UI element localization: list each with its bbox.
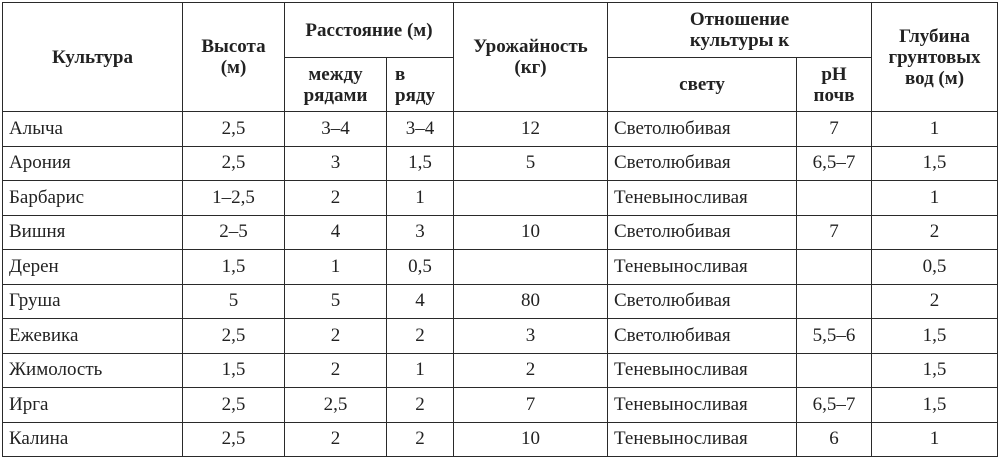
cell-culture: Алыча [3, 112, 183, 147]
table-row [3, 215, 998, 250]
cell-between-rows: 1 [285, 250, 387, 285]
cell-groundwater: 2 [872, 215, 998, 250]
cell-in-row: 3 [387, 215, 454, 250]
table-row [3, 388, 998, 423]
header-groundwater-label: Глубина грунтовых вод (м) [888, 25, 981, 89]
cell-between-rows: 3–4 [285, 112, 387, 147]
cell-yield: 5 [454, 146, 608, 181]
header-culture: Культура [3, 3, 183, 112]
cell-in-row: 4 [387, 284, 454, 319]
cell-groundwater: 1 [872, 112, 998, 147]
header-attitude [608, 3, 872, 58]
cell-culture: Груша [3, 284, 183, 319]
cell-groundwater: 0,5 [872, 250, 998, 285]
cell-yield: 7 [454, 388, 608, 423]
cell-light: Теневыносливая [608, 422, 797, 457]
cell-culture: Вишня [3, 215, 183, 250]
cell-height: 5 [183, 284, 285, 319]
cell-between-rows: 2 [285, 353, 387, 388]
cell-light: Светолюбивая [608, 146, 797, 181]
cell-light: Теневыносливая [608, 250, 797, 285]
cell-yield [454, 250, 608, 285]
cell-yield [454, 181, 608, 216]
cell-ph [797, 181, 872, 216]
cell-between-rows: 2 [285, 181, 387, 216]
table-row [3, 181, 998, 216]
header-between-rows-label: между рядами [303, 63, 368, 106]
cell-light: Светолюбивая [608, 284, 797, 319]
cell-culture: Арония [3, 146, 183, 181]
cell-height: 2,5 [183, 388, 285, 423]
table-row [3, 112, 998, 147]
cell-ph: 7 [797, 215, 872, 250]
cell-in-row: 2 [387, 319, 454, 354]
cell-groundwater: 1,5 [872, 146, 998, 181]
cell-yield: 80 [454, 284, 608, 319]
cell-groundwater: 2 [872, 284, 998, 319]
cell-culture: Жимолость [3, 353, 183, 388]
cell-height: 1,5 [183, 353, 285, 388]
cell-between-rows: 3 [285, 146, 387, 181]
cell-ph: 5,5–6 [797, 319, 872, 354]
header-height-label: Высота (м) [201, 36, 266, 78]
cell-light: Светолюбивая [608, 215, 797, 250]
cell-height: 1–2,5 [183, 181, 285, 216]
header-ph-label: pH почв [813, 63, 855, 106]
table-row [3, 250, 998, 285]
table-row [3, 319, 998, 354]
table-row [3, 284, 998, 319]
header-attitude-label: Отношение культуры к [689, 9, 790, 51]
cell-groundwater: 1,5 [872, 388, 998, 423]
cell-in-row: 1,5 [387, 146, 454, 181]
cell-yield: 10 [454, 215, 608, 250]
cell-yield: 2 [454, 353, 608, 388]
cell-in-row: 1 [387, 181, 454, 216]
cell-between-rows: 2 [285, 319, 387, 354]
header-between-rows [285, 58, 387, 112]
table-row [3, 353, 998, 388]
table-row [3, 146, 998, 181]
table-row [3, 422, 998, 457]
cell-in-row: 1 [387, 353, 454, 388]
cell-culture: Барбарис [3, 181, 183, 216]
cell-height: 2,5 [183, 422, 285, 457]
cell-light: Теневыносливая [608, 181, 797, 216]
cell-ph: 6,5–7 [797, 146, 872, 181]
cell-light: Теневыносливая [608, 353, 797, 388]
header-height [183, 3, 285, 112]
cell-groundwater: 1 [872, 422, 998, 457]
header-in-row-label: в ряду [395, 63, 435, 106]
cell-ph: 7 [797, 112, 872, 147]
cell-yield: 12 [454, 112, 608, 147]
cell-light: Светолюбивая [608, 319, 797, 354]
cell-in-row: 0,5 [387, 250, 454, 285]
cell-between-rows: 2 [285, 422, 387, 457]
cell-culture: Ирга [3, 388, 183, 423]
cell-culture: Дерен [3, 250, 183, 285]
cell-between-rows: 4 [285, 215, 387, 250]
cell-culture: Калина [3, 422, 183, 457]
header-yield-label: Урожайность (кг) [473, 36, 588, 78]
cell-ph [797, 284, 872, 319]
cell-groundwater: 1,5 [872, 319, 998, 354]
cell-ph: 6 [797, 422, 872, 457]
cell-culture: Ежевика [3, 319, 183, 354]
cell-ph [797, 353, 872, 388]
crops-table [2, 2, 998, 457]
cell-in-row: 2 [387, 422, 454, 457]
header-groundwater [872, 3, 998, 112]
header-light: свету [608, 58, 797, 112]
cell-height: 2–5 [183, 215, 285, 250]
header-ph [797, 58, 872, 112]
cell-yield: 3 [454, 319, 608, 354]
cell-height: 1,5 [183, 250, 285, 285]
header-distance: Расстояние (м) [285, 3, 454, 58]
cell-height: 2,5 [183, 146, 285, 181]
cell-light: Светолюбивая [608, 112, 797, 147]
cell-ph [797, 250, 872, 285]
cell-groundwater: 1,5 [872, 353, 998, 388]
cell-height: 2,5 [183, 319, 285, 354]
cell-yield: 10 [454, 422, 608, 457]
cell-in-row: 3–4 [387, 112, 454, 147]
cell-between-rows: 5 [285, 284, 387, 319]
cell-light: Теневыносливая [608, 388, 797, 423]
cell-between-rows: 2,5 [285, 388, 387, 423]
header-yield [454, 3, 608, 112]
cell-ph: 6,5–7 [797, 388, 872, 423]
cell-height: 2,5 [183, 112, 285, 147]
cell-in-row: 2 [387, 388, 454, 423]
header-in-row [387, 58, 454, 112]
cell-groundwater: 1 [872, 181, 998, 216]
